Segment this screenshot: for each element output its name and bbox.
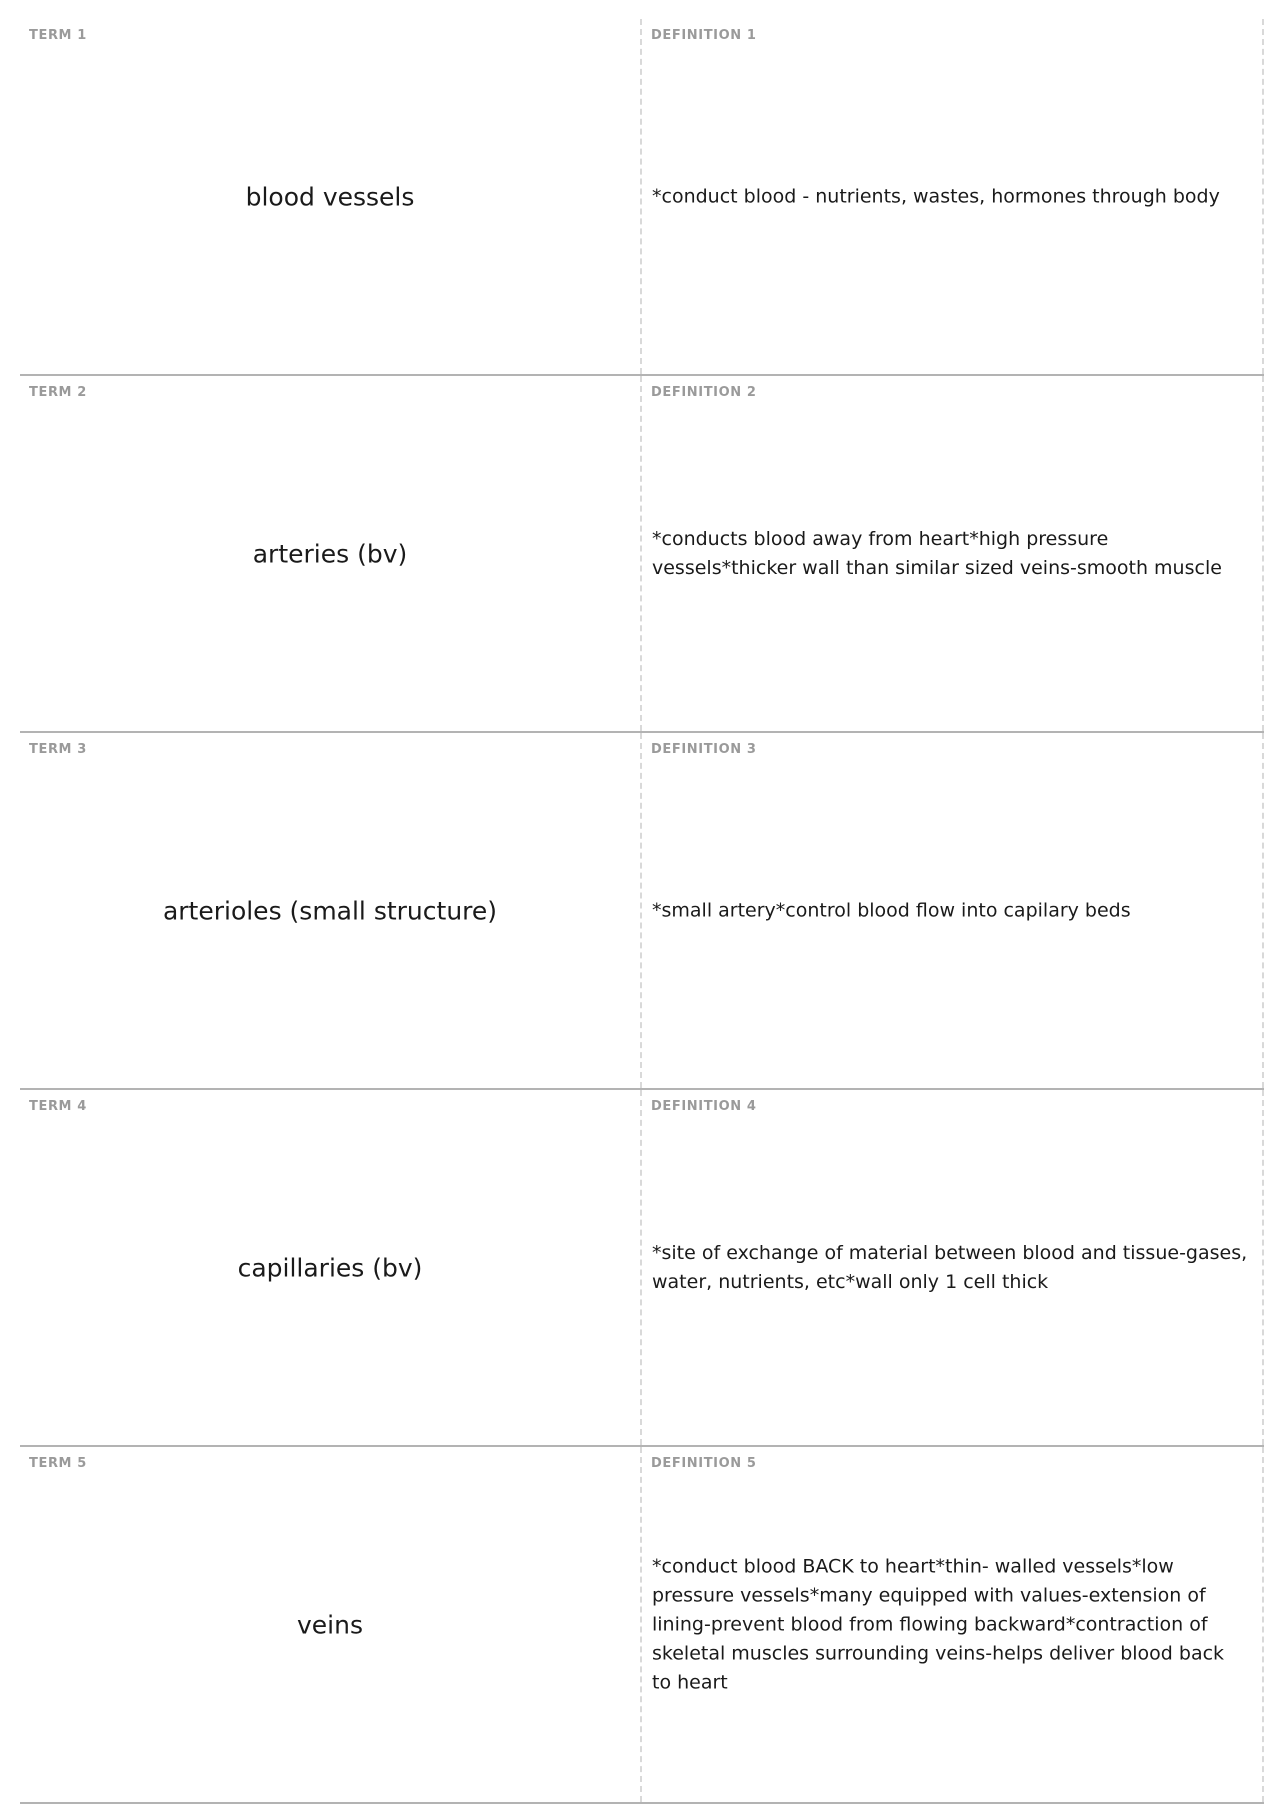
term-label: TERM 3 [29,742,87,757]
definition-text: *conducts blood away from heart*high pressure vessels*thicker wall than similar sized veins-smooth muscle [652,527,1222,579]
definition-cell [642,733,1264,1088]
definition-label: DEFINITION 4 [651,1099,757,1114]
definition-label: DEFINITION 3 [651,742,757,757]
definition-label: DEFINITION 1 [651,28,757,43]
definition-text: *conduct blood - nutrients, wastes, hormones through body [652,185,1220,207]
flashcard-3 [20,733,1264,1090]
definition-cell [642,19,1264,374]
term-label: TERM 4 [29,1099,87,1114]
definition-cell [642,1447,1264,1802]
definition-text: *small artery*control blood flow into capilary beds [652,899,1131,921]
flashcard-1 [20,19,1264,376]
term-cell [20,1090,642,1445]
definition-label: DEFINITION 2 [651,385,757,400]
term-text: blood vessels [245,182,415,211]
flashcard-sheet [20,19,1264,1804]
term-cell [20,19,642,374]
term-text: arteries (bv) [252,539,408,568]
term-cell [20,1447,642,1802]
definition-text: *site of exchange of material between blood and tissue-gases, water, nutrients, etc*wall only 1 cell thick [652,1241,1248,1293]
term-label: TERM 2 [29,385,87,400]
flashcard-5 [20,1447,1264,1804]
definition-text: *conduct blood BACK to heart*thin- walled vessels*low pressure vessels*many equipped with values-extension of lining-prevent blood from flowing backward*contraction of skeletal muscles surrounding veins-helps deliver blood back to heart [652,1555,1225,1693]
term-text: capillaries (bv) [237,1253,423,1282]
term-text: arterioles (small structure) [162,896,498,925]
definition-cell [642,1090,1264,1445]
term-label: TERM 1 [29,28,87,43]
definition-label: DEFINITION 5 [651,1456,757,1471]
definition-cell [642,376,1264,731]
term-label: TERM 5 [29,1456,87,1471]
term-cell [20,376,642,731]
flashcard-2 [20,376,1264,733]
term-text: veins [297,1610,363,1639]
flashcard-4 [20,1090,1264,1447]
term-cell [20,733,642,1088]
